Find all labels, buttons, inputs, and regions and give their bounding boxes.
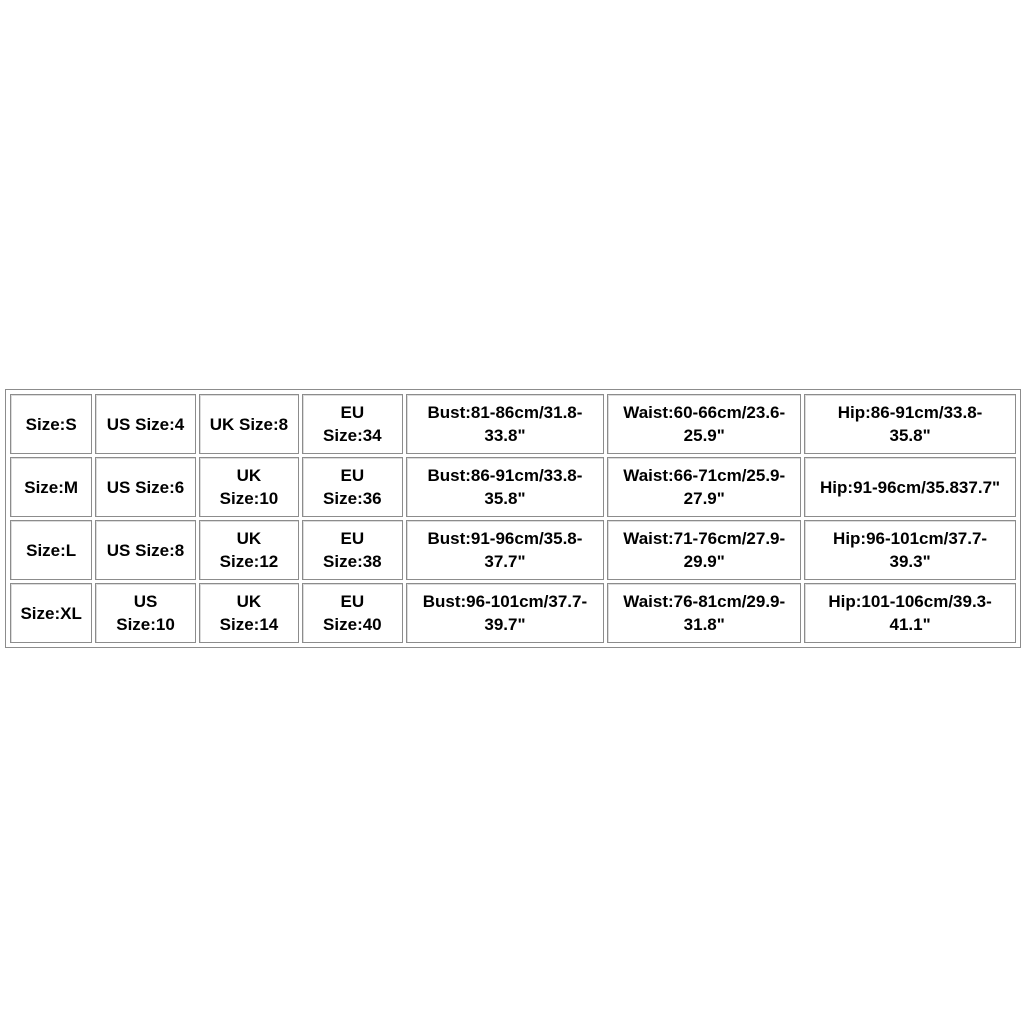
eu-size-cell: EU Size:40	[302, 583, 402, 643]
waist-cell: Waist:76-81cm/29.9- 31.8"	[607, 583, 801, 643]
hip-cell: Hip:101-106cm/39.3- 41.1"	[804, 583, 1016, 643]
hip-cell: Hip:91-96cm/35.837.7"	[804, 457, 1016, 517]
size-row-s	[10, 394, 1016, 454]
us-size-cell: US Size:4	[95, 394, 195, 454]
size-cell: Size:L	[10, 520, 92, 580]
bust-cell: Bust:86-91cm/33.8- 35.8"	[406, 457, 605, 517]
size-chart-table	[5, 389, 1021, 648]
bust-cell: Bust:81-86cm/31.8- 33.8"	[406, 394, 605, 454]
us-size-cell: US Size:10	[95, 583, 195, 643]
eu-size-cell: EU Size:36	[302, 457, 402, 517]
uk-size-cell: UK Size:8	[199, 394, 299, 454]
size-row-m	[10, 457, 1016, 517]
waist-cell: Waist:60-66cm/23.6- 25.9"	[607, 394, 801, 454]
uk-size-cell: UK Size:14	[199, 583, 299, 643]
size-cell: Size:S	[10, 394, 92, 454]
waist-cell: Waist:71-76cm/27.9- 29.9"	[607, 520, 801, 580]
bust-cell: Bust:91-96cm/35.8- 37.7"	[406, 520, 605, 580]
size-row-xl	[10, 583, 1016, 643]
hip-cell: Hip:96-101cm/37.7- 39.3"	[804, 520, 1016, 580]
uk-size-cell: UK Size:10	[199, 457, 299, 517]
size-cell: Size:M	[10, 457, 92, 517]
size-cell: Size:XL	[10, 583, 92, 643]
eu-size-cell: EU Size:38	[302, 520, 402, 580]
us-size-cell: US Size:6	[95, 457, 195, 517]
hip-cell: Hip:86-91cm/33.8- 35.8"	[804, 394, 1016, 454]
uk-size-cell: UK Size:12	[199, 520, 299, 580]
size-row-l	[10, 520, 1016, 580]
bust-cell: Bust:96-101cm/37.7- 39.7"	[406, 583, 605, 643]
eu-size-cell: EU Size:34	[302, 394, 402, 454]
waist-cell: Waist:66-71cm/25.9- 27.9"	[607, 457, 801, 517]
us-size-cell: US Size:8	[95, 520, 195, 580]
